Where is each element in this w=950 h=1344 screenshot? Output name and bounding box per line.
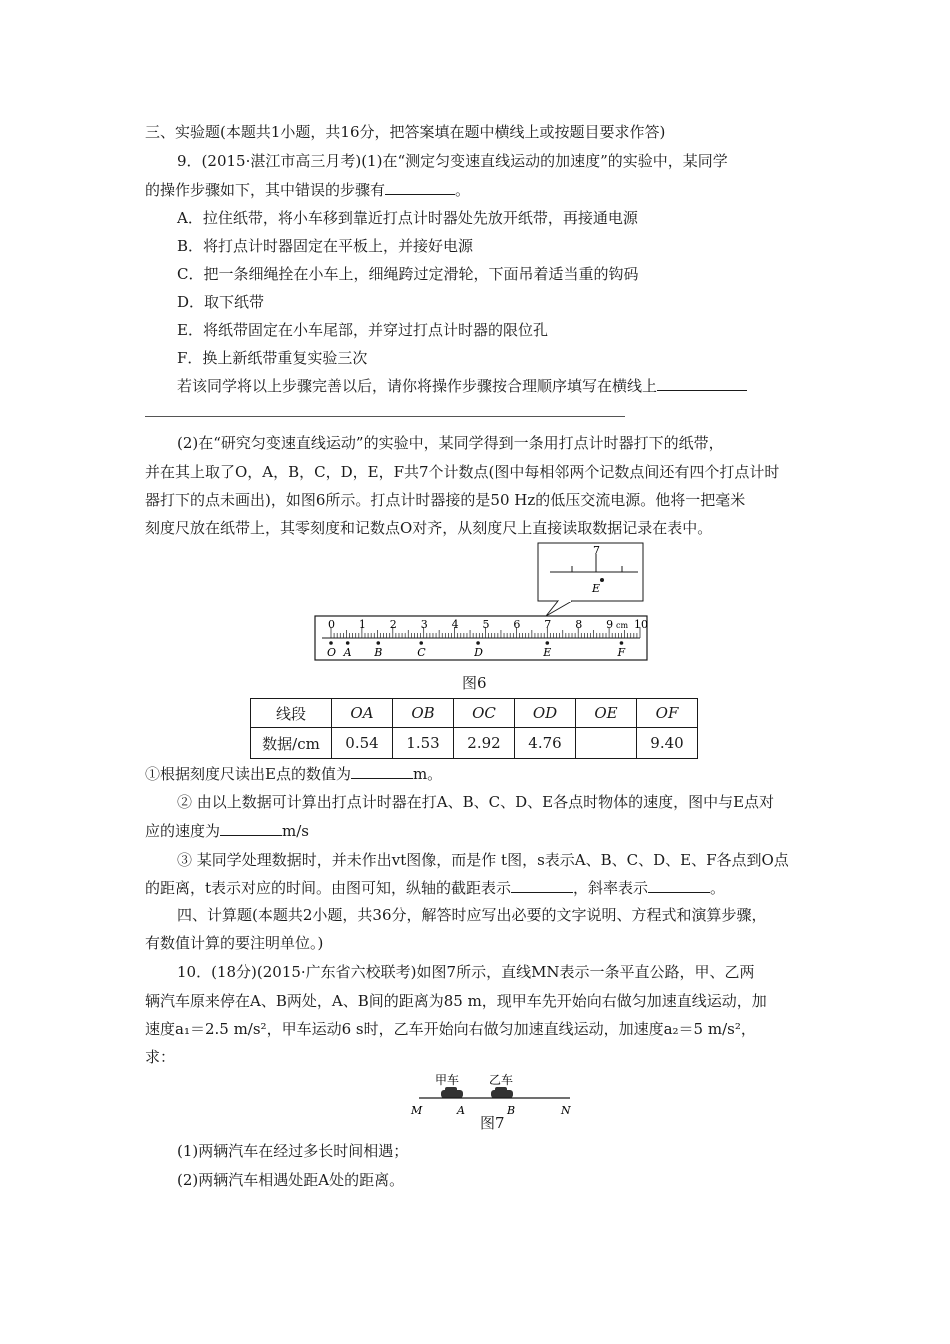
figure6-ruler-diagram [310, 540, 650, 665]
answer-line-order-continued[interactable] [145, 416, 625, 417]
table-row-label: 数据/cm [251, 728, 332, 759]
table-cell: 2.92 [454, 728, 515, 759]
part2-line2: 并在其上取了O，A，B，C，D，E，F共7个计数点(图中每相邻两个记数点间还有四个打点计时 [145, 463, 780, 481]
zoom-point-e [600, 578, 604, 582]
figure6-caption: 图6 [462, 674, 487, 692]
section3-header: 三、实验题(本题共1小题，共16分，把答案填在题中横线上或按题目要求作答) [145, 123, 666, 141]
table-cell-oe-blank[interactable] [576, 728, 637, 759]
answer-blank-e-value[interactable] [351, 764, 413, 779]
tape-point-label: F [617, 646, 626, 659]
table-cell: 4.76 [515, 728, 576, 759]
sub2-line2: 应的速度为 m/s [145, 822, 309, 840]
q10-line4: 求： [145, 1048, 176, 1066]
q10-line1: 10．(18分)(2015·广东省六校联考)如图7所示，直线MN表示一条平直公路，甲、乙两 [177, 963, 755, 981]
tape-point-label: C [417, 646, 426, 659]
step-e: E．将纸带固定在小车尾部，并穿过打点计时器的限位孔 [177, 321, 548, 339]
section4-header-line2: 有数值计算的要注明单位。) [145, 934, 324, 952]
table-header: OD [515, 699, 576, 728]
tape-point [546, 641, 550, 645]
step-c: C．把一条细绳拴在小车上，细绳跨过定滑轮，下面吊着适当重的钩码 [177, 265, 639, 283]
step-d: D．取下纸带 [177, 293, 265, 311]
ruler-number: 3 [420, 618, 428, 631]
zoom-number: 7 [593, 544, 600, 557]
tape-point-label: B [374, 646, 383, 659]
ruler-number: 9 [606, 618, 614, 631]
answer-blank-e-velocity[interactable] [220, 821, 282, 836]
q10-question2: (2)两辆汽车相遇处距A处的距离。 [177, 1171, 405, 1189]
ruler-number: 8 [575, 618, 583, 631]
q9-intro-line2: 的操作步骤如下，其中错误的步骤有 。 [145, 181, 471, 199]
label-a: A [457, 1104, 465, 1117]
data-table [250, 698, 698, 759]
sub2-line1: ② 由以上数据可计算出打点计时器在打A、B、C、D、E各点时物体的速度，图中与E点对 [177, 793, 775, 811]
ruler-number: 7 [544, 618, 552, 631]
table-header-row [251, 699, 698, 728]
ruler-number: 10 [634, 618, 648, 631]
sub1: ①根据刻度尺读出E点的数值为 m。 [145, 765, 443, 783]
ruler-number: 0 [328, 618, 335, 631]
label-n: N [561, 1104, 571, 1117]
section4-header-line1: 四、计算题(本题共2小题，共36分，解答时应写出必要的文字说明、方程式和演算步骤， [177, 906, 767, 924]
order-prompt: 若该同学将以上步骤完善以后，请你将操作步骤按合理顺序填写在横线上 [177, 376, 747, 396]
table-cell: 1.53 [393, 728, 454, 759]
car1-label: 甲车 [435, 1073, 460, 1087]
part2-line1: (2)在“研究匀变速直线运动”的实验中，某同学得到一条用打点计时器打下的纸带， [177, 434, 724, 452]
tape-point [346, 641, 350, 645]
part2-line3: 器打下的点未画出)，如图6所示。打点计时器接的是50 Hz的低压交流电源。他将一把毫米 [145, 491, 746, 509]
table-cell: 9.40 [637, 728, 698, 759]
q10-line2: 辆汽车原来停在A、B两处，A、B间的距离为85 m，现甲车先开始向右做匀加速直线运动，加 [145, 992, 767, 1010]
ruler-number: 6 [513, 618, 521, 631]
label-b: B [507, 1104, 516, 1117]
figure7-caption: 图7 [480, 1114, 505, 1132]
table-header: OA [332, 699, 393, 728]
answer-blank-slope[interactable] [648, 878, 710, 893]
table-header: 线段 [251, 699, 332, 728]
tape-point-label: A [343, 646, 352, 659]
sub3-line1: ③ 某同学处理数据时，并未作出vt图像，而是作 t图，s表示A、B、C、D、E、F各点到O点 [177, 851, 789, 869]
label-m: M [411, 1104, 423, 1117]
tape-point-label: D [474, 646, 483, 659]
ruler-unit: cm [616, 621, 629, 630]
table-header: OB [393, 699, 454, 728]
q10-question1: (1)两辆汽车在经过多长时间相遇； [177, 1142, 409, 1160]
table-header: OF [637, 699, 698, 728]
q9-intro-line1: 9．(2015·湛江市高三月考)(1)在“测定匀变速直线运动的加速度”的实验中，某同学 [177, 152, 728, 170]
ruler-number: 5 [482, 618, 490, 631]
step-a: A．拉住纸带，将小车移到靠近打点计时器处先放开纸带，再接通电源 [177, 209, 638, 227]
ruler-number: 1 [358, 618, 366, 631]
table-header: OE [576, 699, 637, 728]
tape-point [419, 641, 423, 645]
step-f: F．换上新纸带重复实验三次 [177, 349, 368, 367]
answer-blank-wrong-steps[interactable] [385, 180, 455, 195]
zoom-pointer [546, 601, 572, 616]
tape-point-label: O [327, 646, 337, 659]
sub3-line2: 的距离，t表示对应的时间。由图可知，纵轴的截距表示 ，斜率表示 。 [145, 879, 726, 897]
table-data-row [251, 728, 698, 759]
step-b: B．将打点计时器固定在平板上，并接好电源 [177, 237, 474, 255]
q10-line3: 速度a₁＝2.5 m/s²，甲车运动6 s时，乙车开始向右做匀加速直线运动，加速度a₂＝5 m/s²， [145, 1020, 756, 1038]
table-header: OC [454, 699, 515, 728]
table-cell: 0.54 [332, 728, 393, 759]
tape-point [329, 641, 333, 645]
zoom-point-label: E [592, 582, 601, 595]
answer-blank-intercept[interactable] [511, 878, 573, 893]
car2-label: 乙车 [489, 1073, 514, 1087]
ruler-number: 4 [451, 618, 459, 631]
part2-line4: 刻度尺放在纸带上，其零刻度和记数点O对齐，从刻度尺上直接读取数据记录在表中。 [145, 519, 713, 537]
tape-point-label: E [543, 646, 552, 659]
tape-point [476, 641, 480, 645]
ruler-number: 2 [389, 618, 397, 631]
tape-point [620, 641, 624, 645]
answer-blank-order[interactable] [657, 376, 747, 391]
tape-point [376, 641, 380, 645]
